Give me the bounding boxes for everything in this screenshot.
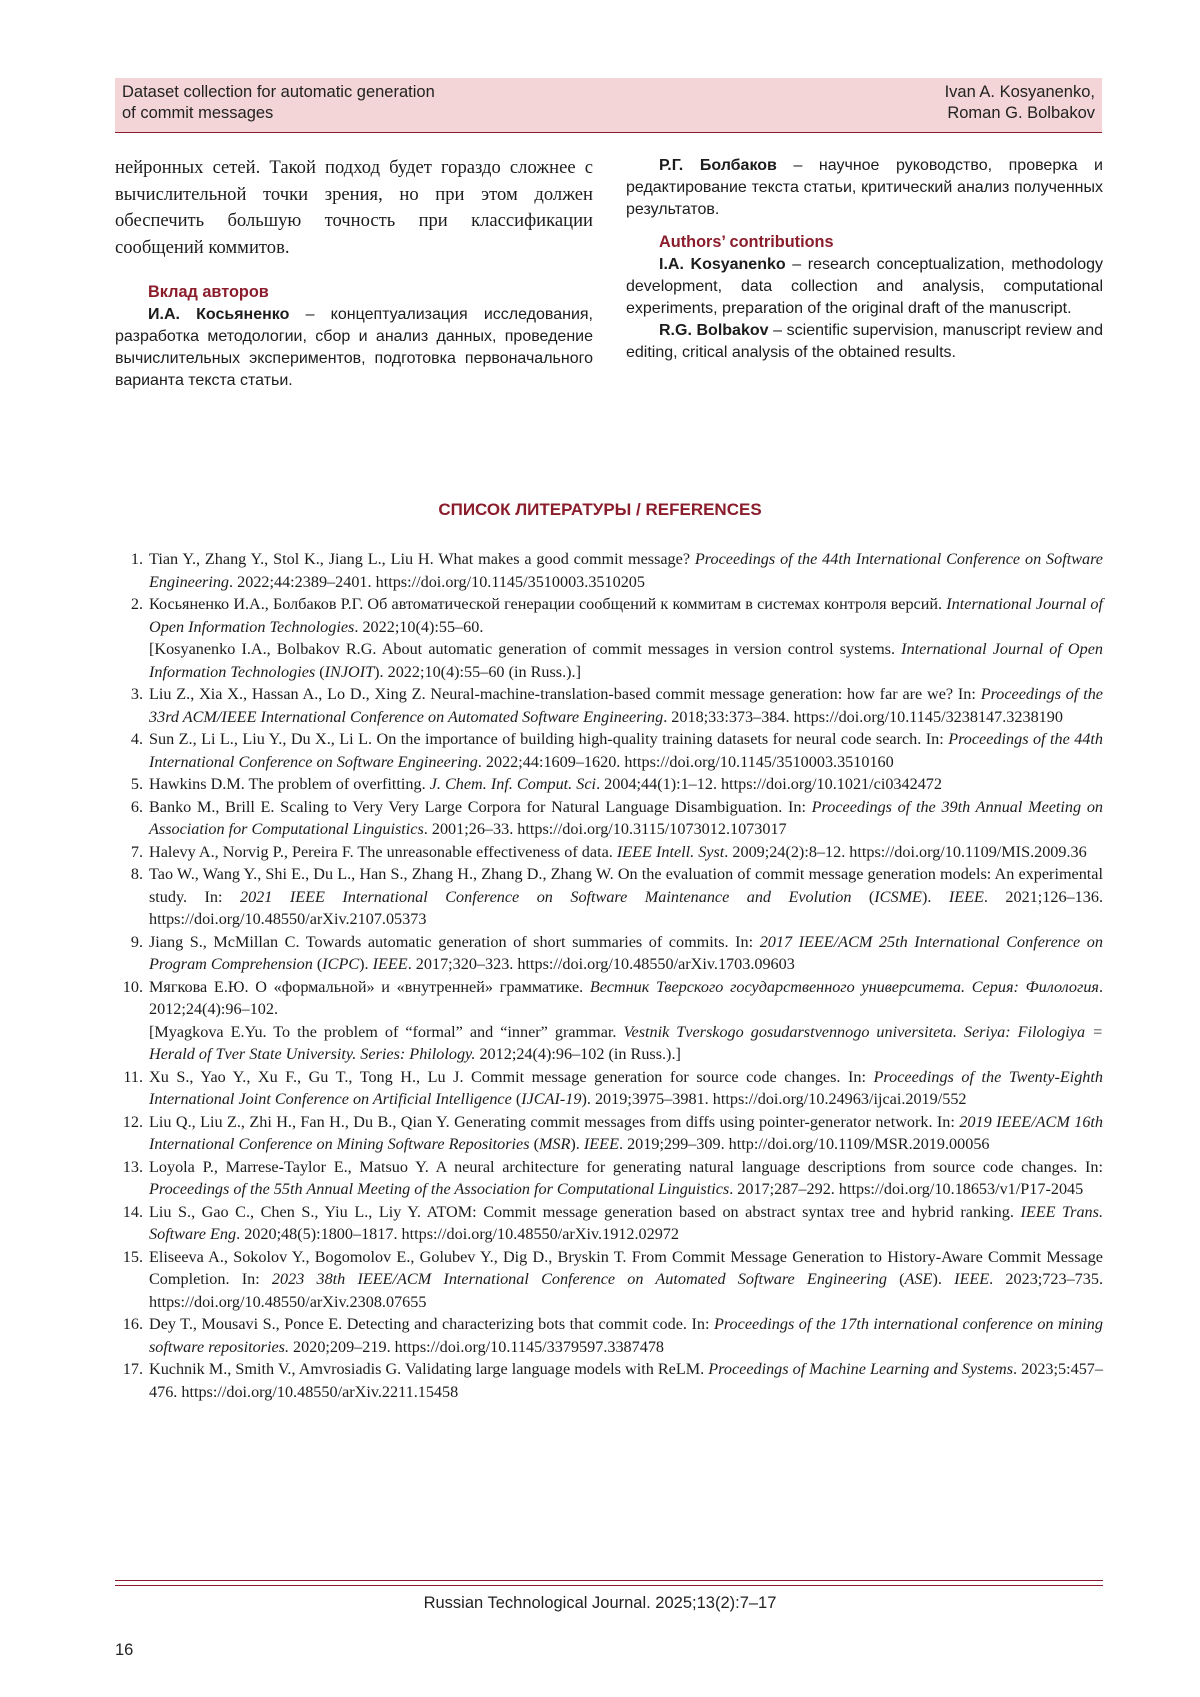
reference-source: Proceedings of the 44th International Conference on Software Engineering bbox=[149, 730, 1104, 771]
reference-text: ). bbox=[932, 1270, 955, 1288]
reference-text: ( bbox=[315, 662, 325, 681]
reference-source: ASE bbox=[904, 1270, 933, 1288]
reference-text: Hawkins D.M. The problem of overfitting. bbox=[149, 775, 430, 793]
reference-item bbox=[115, 931, 1103, 976]
contributions-heading-ru: Вклад авторов bbox=[148, 283, 269, 302]
contribution-text: – scientific supervision, manuscript review and editing, critical analysis of the obtained results. bbox=[626, 322, 1103, 361]
footer-journal-citation: Russian Technological Journal. 2025;13(2):7–17 bbox=[423, 1594, 777, 1612]
reference-item bbox=[115, 1313, 1103, 1358]
reference-number: 2. bbox=[130, 595, 143, 613]
reference-source: ICPC bbox=[322, 955, 360, 973]
reference-number: 10. bbox=[122, 977, 143, 996]
reference-source: Proceedings of the Twenty-Eighth International Joint Conference on Artificial Intelligence bbox=[149, 1067, 1103, 1108]
reference-text: Banko M., Brill E. Scaling to Very Very Large Corpora for Natural Language Disambiguation. In: bbox=[149, 797, 812, 816]
reference-text: Dey T., Mousavi S., Ponce E. Detecting and characterizing bots that commit code. In: bbox=[149, 1315, 714, 1333]
reference-text: Tao W., Wang Y., Shi E., Du L., Han S., Zhang H., Zhang D., Zhang W. On the evaluation of commit message generation models: An experimental study. In: bbox=[149, 865, 1103, 906]
reference-number: 7. bbox=[130, 842, 143, 861]
reference-text: 2012;24(4):96–102 (in Russ.).] bbox=[475, 1045, 681, 1063]
reference-source: International Journal of Open Information Technologies bbox=[149, 595, 1103, 636]
references-list bbox=[115, 548, 1103, 1403]
header-title-line: Dataset collection for automatic generation bbox=[122, 83, 435, 101]
author-name: И.А. Косьяненко bbox=[148, 306, 290, 324]
reference-number: 6. bbox=[130, 797, 143, 816]
reference-source: Proceedings of the 17th international conference on mining software repositories. bbox=[149, 1315, 1103, 1356]
reference-text: . 2012;24(4):96–102. bbox=[149, 977, 1103, 1018]
reference-text: . 2004;44(1):1–12. https://doi.org/10.1021/ci0342472 bbox=[596, 775, 942, 793]
reference-item bbox=[115, 593, 1103, 683]
reference-text: ( bbox=[529, 1135, 539, 1153]
reference-number: 15. bbox=[122, 1247, 143, 1266]
reference-number: 4. bbox=[130, 730, 143, 748]
reference-item bbox=[115, 1201, 1103, 1246]
author-name: I.A. Kosyanenko bbox=[659, 256, 786, 273]
reference-item bbox=[115, 728, 1103, 773]
reference-source: 2021 IEEE International Conference on Software Maintenance and Evolution bbox=[239, 887, 852, 906]
reference-text: ). bbox=[921, 887, 949, 906]
reference-item bbox=[115, 796, 1103, 841]
reference-item bbox=[115, 863, 1103, 931]
reference-item bbox=[115, 1156, 1103, 1201]
reference-source: Proceedings of the 33rd ACM/IEEE International Conference on Automated Software Engineering bbox=[149, 685, 1103, 726]
reference-source: IEEE bbox=[372, 955, 408, 973]
reference-text: . 2018;33:373–384. https://doi.org/10.1145/3238147.3238190 bbox=[663, 707, 1063, 726]
reference-number: 3. bbox=[130, 685, 143, 703]
reference-text: Liu Q., Liu Z., Zhi H., Fan H., Du B., Qian Y. Generating commit messages from diffs using pointer-generator network. In: bbox=[149, 1112, 960, 1131]
contribution-text: – research conceptualization, methodology development, data collection and analysis, computational experiments, preparation of the original draft of the manuscript. bbox=[626, 256, 1103, 317]
reference-source: Proceedings of Machine Learning and Systems bbox=[708, 1360, 1014, 1378]
reference-source: INJOIT bbox=[324, 662, 375, 681]
right-column bbox=[626, 155, 1103, 364]
reference-number: 14. bbox=[122, 1202, 143, 1221]
reference-text: . 2017;287–292. https://doi.org/10.18653/v1/P17-2045 bbox=[729, 1180, 1084, 1198]
reference-source: Вестник Тверского государственного университета. Серия: Филология bbox=[589, 977, 1099, 996]
reference-source: 2023 38th IEEE/ACM International Conference on Automated Software Engineering bbox=[271, 1270, 887, 1288]
reference-source: IEEE bbox=[583, 1135, 619, 1153]
reference-number: 11. bbox=[123, 1067, 143, 1086]
contribution-entry bbox=[115, 304, 593, 392]
reference-text: ). 2022;10(4):55–60 (in Russ.).] bbox=[374, 662, 581, 681]
reference-source: IEEE bbox=[954, 1270, 990, 1288]
reference-text: ( bbox=[851, 887, 875, 906]
reference-text: . 2021;126–136. https://doi.org/10.48550/arXiv.2107.05373 bbox=[149, 887, 1104, 928]
reference-source: IEEE Intell. Syst bbox=[616, 842, 725, 861]
reference-item bbox=[115, 548, 1103, 593]
author-name: Р.Г. Болбаков bbox=[659, 157, 777, 174]
reference-number: 9. bbox=[130, 932, 143, 951]
left-column bbox=[115, 155, 593, 392]
body-paragraph: нейронных сетей. Такой подход будет гораздо сложнее с вычислительной точки зрения, но при этом должен обеспечить большую точность при классификации сообщений коммитов. bbox=[115, 157, 593, 258]
reference-text: Liu Z., Xia X., Hassan A., Lo D., Xing Z. Neural-machine-translation-based commit message generation: how far are we? In: bbox=[149, 685, 981, 703]
reference-transliteration bbox=[149, 1021, 1103, 1066]
reference-source: ICSME bbox=[874, 887, 922, 906]
header-title-line: of commit messages bbox=[122, 104, 274, 122]
reference-text: 2020;209–219. https://doi.org/10.1145/3379597.3387478 bbox=[289, 1337, 665, 1356]
header-author-line: Ivan A. Kosyanenko, bbox=[944, 83, 1095, 101]
footer-rule bbox=[115, 1585, 1103, 1586]
reference-text: . 2022;10(4):55–60. bbox=[354, 617, 484, 636]
reference-text: . 2020;48(5):1800–1817. https://doi.org/10.48550/arXiv.1912.02972 bbox=[236, 1225, 679, 1243]
reference-text: ( bbox=[886, 1270, 905, 1288]
reference-item bbox=[115, 683, 1103, 728]
reference-transliteration bbox=[149, 638, 1103, 683]
contribution-entry bbox=[626, 254, 1103, 320]
reference-source: MSR bbox=[538, 1135, 571, 1153]
reference-text: . 2017;320–323. https://doi.org/10.48550/arXiv.1703.09603 bbox=[407, 955, 795, 973]
references-heading: СПИСОК ЛИТЕРАТУРЫ / REFERENCES bbox=[438, 500, 762, 519]
reference-source: 2017 IEEE/ACM 25th International Conference on Program Comprehension bbox=[149, 932, 1103, 973]
reference-item bbox=[115, 841, 1103, 864]
header-title bbox=[122, 82, 435, 124]
reference-text: Halevy A., Norvig P., Pereira F. The unreasonable effectiveness of data. bbox=[149, 842, 617, 861]
reference-text: Jiang S., McMillan C. Towards automatic generation of short summaries of commits. In: bbox=[149, 932, 760, 951]
reference-text: Liu S., Gao C., Chen S., Yiu L., Liy Y. ATOM: Commit message generation based on abstract syntax tree and hybrid ranking. bbox=[149, 1202, 1021, 1221]
reference-number: 12. bbox=[122, 1112, 143, 1131]
header-authors bbox=[945, 82, 1095, 124]
contribution-entry bbox=[626, 320, 1103, 364]
reference-source: Proceedings of the 39th Annual Meeting on Association for Computational Linguistics bbox=[149, 797, 1104, 838]
reference-text: . 2023;5:457–476. https://doi.org/10.48550/arXiv.2211.15458 bbox=[149, 1360, 1103, 1401]
reference-text: ). bbox=[359, 955, 373, 973]
reference-item bbox=[115, 1246, 1103, 1314]
reference-text: Kuchnik M., Smith V., Amvrosiadis G. Validating large language models with ReLM. bbox=[149, 1360, 709, 1378]
reference-text: . 2022;44:1609–1620. https://doi.org/10.1145/3510003.3510160 bbox=[477, 752, 894, 771]
reference-text: ( bbox=[511, 1090, 522, 1108]
reference-text: [Kosyanenko I.A., Bolbakov R.G. About automatic generation of commit messages in version control systems. bbox=[149, 640, 902, 658]
page-number: 16 bbox=[115, 1641, 134, 1659]
reference-number: 8. bbox=[130, 865, 143, 883]
reference-text: ). bbox=[570, 1135, 584, 1153]
contribution-entry bbox=[626, 155, 1103, 221]
reference-text: Sun Z., Li L., Liu Y., Du X., Li L. On the importance of building high-quality training datasets for neural code search. In: bbox=[149, 730, 949, 748]
reference-text: Eliseeva A., Sokolov Y., Bogomolov E., Golubev Y., Dig D., Bryskin T. From Commit Message Generation to History-Aware Commit Message Completion. In: bbox=[149, 1247, 1103, 1288]
reference-text: . 2001;26–33. https://doi.org/10.3115/1073012.1073017 bbox=[423, 820, 787, 838]
reference-source: Proceedings of the 55th Annual Meeting of the Association for Computational Linguistics bbox=[149, 1180, 730, 1198]
reference-source: Proceedings of the 44th International Conference on Software Engineering bbox=[149, 550, 1103, 591]
reference-item bbox=[115, 1111, 1103, 1156]
reference-number: 16. bbox=[122, 1315, 143, 1333]
reference-text: . 2009;24(2):8–12. https://doi.org/10.1109/MIS.2009.36 bbox=[724, 842, 1087, 861]
footer-rule bbox=[115, 1580, 1103, 1581]
running-header bbox=[115, 78, 1102, 133]
contribution-text: – научное руководство, проверка и редактирование текста статьи, критический анализ полученных результатов. bbox=[626, 157, 1103, 218]
reference-source: IEEE bbox=[948, 887, 984, 906]
reference-text: . 2022;44:2389–2401. https://doi.org/10.1145/3510003.3510205 bbox=[229, 572, 645, 591]
reference-text: . 2019;299–309. http://doi.org/10.1109/MSR.2019.00056 bbox=[618, 1135, 990, 1153]
contributions-heading-en: Authors’ contributions bbox=[659, 233, 834, 251]
reference-source: IJCAI-19 bbox=[521, 1090, 582, 1108]
reference-source: International Journal of Open Information Technologies bbox=[149, 640, 1103, 681]
reference-source: J. Chem. Inf. Comput. Sci bbox=[429, 775, 597, 793]
reference-text: Косьяненко И.А., Болбаков Р.Г. Об автоматической генерации сообщений к коммитам в системах контроля версий. bbox=[149, 595, 947, 613]
reference-number: 13. bbox=[122, 1157, 143, 1176]
reference-text: [Myagkova E.Yu. To the problem of “formal” and “inner” grammar. bbox=[149, 1022, 624, 1041]
reference-source: Vestnik Tverskogo gosudarstvennogo universiteta. Seriya: Filologiya = Herald of Tver State University. Series: Philology. bbox=[149, 1022, 1103, 1063]
reference-source: 2019 IEEE/ACM 16th International Conference on Mining Software Repositories bbox=[149, 1112, 1103, 1153]
reference-text: Мягкова Е.Ю. О «формальной» и «внутренней» грамматике. bbox=[149, 977, 590, 996]
reference-text: . 2023;723–735. https://doi.org/10.48550/arXiv.2308.07655 bbox=[149, 1270, 1104, 1311]
reference-text: ). 2019;3975–3981. https://doi.org/10.24963/ijcai.2019/552 bbox=[581, 1090, 967, 1108]
reference-item bbox=[115, 976, 1103, 1066]
reference-text: ( bbox=[312, 955, 323, 973]
reference-item bbox=[115, 773, 1103, 796]
author-name: R.G. Bolbakov bbox=[659, 322, 769, 339]
reference-text: Tian Y., Zhang Y., Stol K., Jiang L., Liu H. What makes a good commit message? bbox=[149, 550, 695, 568]
reference-text: Xu S., Yao Y., Xu F., Gu T., Tong H., Lu J. Commit message generation for source code changes. In: bbox=[149, 1067, 874, 1086]
contribution-text: – концептуализация исследования, разработка методологии, сбор и анализ данных, проведение вычислительных экспериментов, подготовка первоначального варианта текста статьи. bbox=[115, 306, 593, 390]
reference-item bbox=[115, 1066, 1103, 1111]
reference-source: IEEE Trans. Software Eng bbox=[149, 1202, 1103, 1243]
reference-number: 1. bbox=[130, 550, 143, 568]
reference-text: Loyola P., Marrese-Taylor E., Matsuo Y. A neural architecture for generating natural language descriptions from source code changes. In: bbox=[149, 1157, 1103, 1176]
reference-number: 17. bbox=[122, 1360, 143, 1378]
reference-item bbox=[115, 1358, 1103, 1403]
header-author-line: Roman G. Bolbakov bbox=[947, 104, 1095, 122]
reference-number: 5. bbox=[130, 775, 143, 793]
